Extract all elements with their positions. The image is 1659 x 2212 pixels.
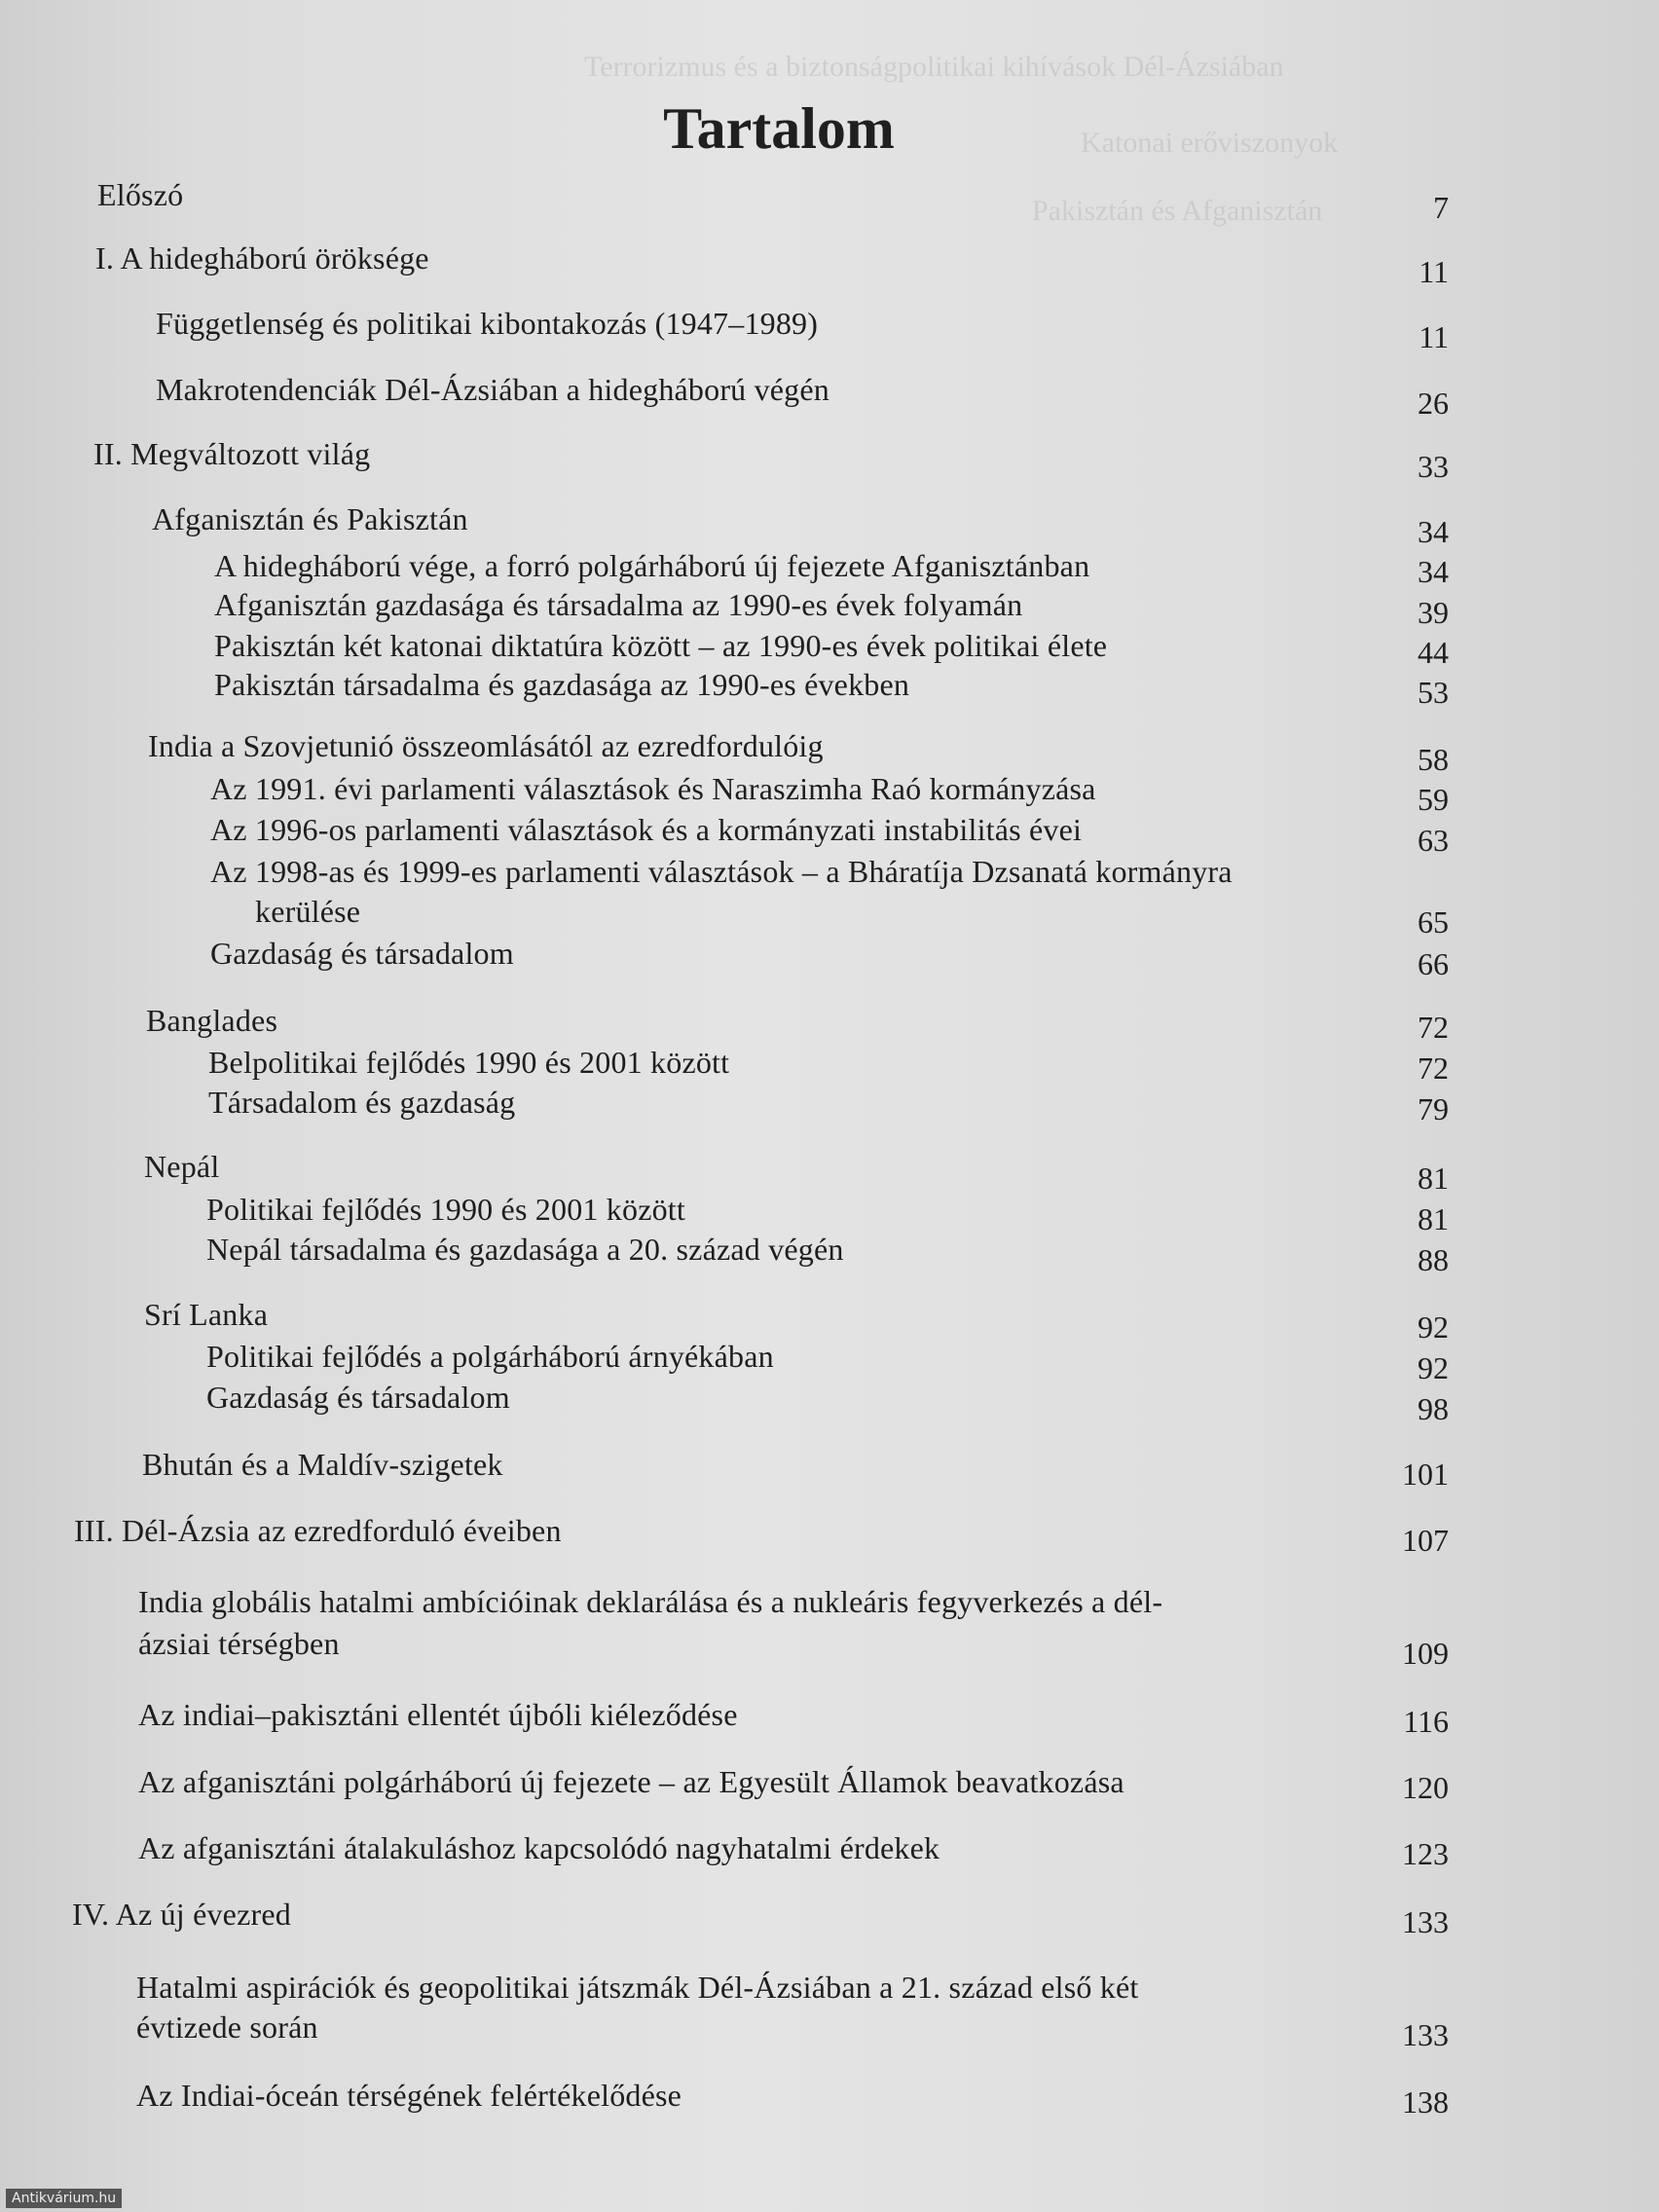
- toc-subsection-title: Nepál társadalma és gazdasága a 20. század végén: [206, 1232, 844, 1267]
- toc-section-title: Függetlenség és politikai kibontakozás (1947–1989): [156, 306, 819, 341]
- toc-part-title: II. Megváltozott világ: [93, 436, 371, 471]
- toc-section-title: Srí Lanka: [144, 1297, 269, 1332]
- ghost-text-line: Terrorizmus és a biztonságpolitikai kihívások Dél-Ázsiában: [584, 51, 1284, 83]
- toc-part-title: III. Dél-Ázsia az ezredforduló éveiben: [74, 1513, 562, 1548]
- toc-page-number: 72: [1418, 1010, 1449, 1045]
- toc-section-title: Banglades: [146, 1003, 278, 1038]
- toc-section-title: Nepál: [144, 1149, 220, 1184]
- toc-page-number: 39: [1418, 595, 1449, 630]
- toc-subsection-title: Az 1998-as és 1999-es parlamenti választások – a Bháratíja Dzsanatá kormányra: [210, 854, 1233, 889]
- toc-page-number: 11: [1419, 254, 1449, 289]
- toc-section-title: India a Szovjetunió összeomlásától az ezredfordulóig: [148, 728, 824, 763]
- toc-page-number: 79: [1418, 1091, 1449, 1126]
- page-title: Tartalom: [663, 96, 895, 162]
- toc-page-number: 34: [1418, 554, 1449, 589]
- toc-page-number: 72: [1418, 1051, 1449, 1086]
- toc-subsection-title: Politikai fejlődés a polgárháború árnyékában: [206, 1339, 774, 1374]
- toc-section-title: India globális hatalmi ambícióinak deklarálása és a nukleáris fegyverkezés a dél-: [138, 1584, 1163, 1619]
- ghost-text-line: Pakisztán és Afganisztán: [1032, 195, 1323, 227]
- toc-section-title: Az indiai–pakisztáni ellentét újbóli kiéleződése: [138, 1697, 738, 1732]
- toc-section-title-continued: ázsiai térségben: [138, 1626, 340, 1661]
- toc-subsection-title: Pakisztán két katonai diktatúra között – az 1990-es évek politikai élete: [214, 628, 1108, 663]
- toc-page-number: 58: [1418, 742, 1449, 777]
- toc-section-title: Bhután és a Maldív-szigetek: [142, 1447, 503, 1482]
- toc-subsection-title: Társadalom és gazdaság: [208, 1085, 516, 1120]
- toc-section-title: Afganisztán és Pakisztán: [152, 501, 468, 536]
- toc-subsection-title: Belpolitikai fejlődés 1990 és 2001 között: [208, 1045, 730, 1080]
- toc-subsection-title: Pakisztán társadalma és gazdasága az 1990-es években: [214, 667, 910, 702]
- toc-page-number: 7: [1433, 190, 1449, 225]
- toc-subsection-title: Politikai fejlődés 1990 és 2001 között: [206, 1192, 685, 1227]
- toc-page-number: 59: [1418, 782, 1449, 817]
- toc-section-title: Az Indiai-óceán térségének felértékelődése: [136, 2078, 682, 2113]
- toc-subsection-title: Gazdaság és társadalom: [210, 936, 514, 971]
- watermark: Antikvárium.hu: [6, 2189, 122, 2208]
- toc-page-number: 133: [1402, 2017, 1449, 2052]
- toc-section-title-continued: évtizede során: [136, 2009, 318, 2045]
- toc-subsection-title: A hidegháború vége, a forró polgárháború új fejezete Afganisztánban: [214, 548, 1090, 583]
- toc-section-title: Az afganisztáni polgárháború új fejezete – az Egyesült Államok beavatkozása: [138, 1764, 1124, 1799]
- toc-page-number: 44: [1418, 635, 1449, 670]
- toc-page-number: 81: [1418, 1201, 1449, 1236]
- toc-page-number: 34: [1418, 514, 1449, 549]
- toc-page-number: 116: [1403, 1704, 1449, 1739]
- toc-page-number: 92: [1418, 1350, 1449, 1385]
- toc-section-title: Az afganisztáni átalakuláshoz kapcsolódó nagyhatalmi érdekek: [138, 1830, 940, 1865]
- toc-subsection-title: Gazdaság és társadalom: [206, 1380, 510, 1415]
- toc-page-number: 33: [1418, 449, 1449, 484]
- toc-page-number: 11: [1419, 319, 1449, 354]
- toc-part-title: I. A hidegháború öröksége: [95, 240, 429, 276]
- toc-page-number: 133: [1402, 1904, 1449, 1939]
- toc-subsection-title: Afganisztán gazdasága és társadalma az 1990-es évek folyamán: [214, 587, 1023, 622]
- toc-page-number: 88: [1418, 1242, 1449, 1277]
- toc-page-number: 53: [1418, 675, 1449, 710]
- toc-page-number: 98: [1418, 1391, 1449, 1426]
- toc-subsection-title-continued: kerülése: [255, 894, 361, 929]
- toc-page-number: 65: [1418, 904, 1449, 940]
- toc-page-number: 92: [1418, 1309, 1449, 1345]
- toc-page-number: 109: [1402, 1636, 1449, 1671]
- ghost-text-line: Katonai erőviszonyok: [1081, 127, 1339, 159]
- toc-page-number: 26: [1418, 386, 1449, 421]
- toc-subsection-title: Az 1991. évi parlamenti választások és Naraszimha Raó kormányzása: [210, 771, 1096, 806]
- toc-part-title: IV. Az új évezred: [72, 1897, 291, 1932]
- toc-page-number: 81: [1418, 1161, 1449, 1196]
- toc-page-number: 138: [1402, 2084, 1449, 2120]
- toc-section-title: Makrotendenciák Dél-Ázsiában a hidegháború végén: [156, 372, 830, 407]
- toc-page-number: 120: [1402, 1770, 1449, 1805]
- toc-page-number: 123: [1402, 1836, 1449, 1871]
- toc-page-number: 66: [1418, 946, 1449, 981]
- toc-page-number: 101: [1402, 1456, 1449, 1492]
- toc-subsection-title: Az 1996-os parlamenti választások és a kormányzati instabilitás évei: [210, 812, 1083, 847]
- toc-entry-title: Előszó: [97, 177, 184, 212]
- toc-section-title: Hatalmi aspirációk és geopolitikai játszmák Dél-Ázsiában a 21. század első két: [136, 1970, 1139, 2005]
- toc-page-number: 107: [1402, 1523, 1449, 1558]
- toc-page-number: 63: [1418, 823, 1449, 858]
